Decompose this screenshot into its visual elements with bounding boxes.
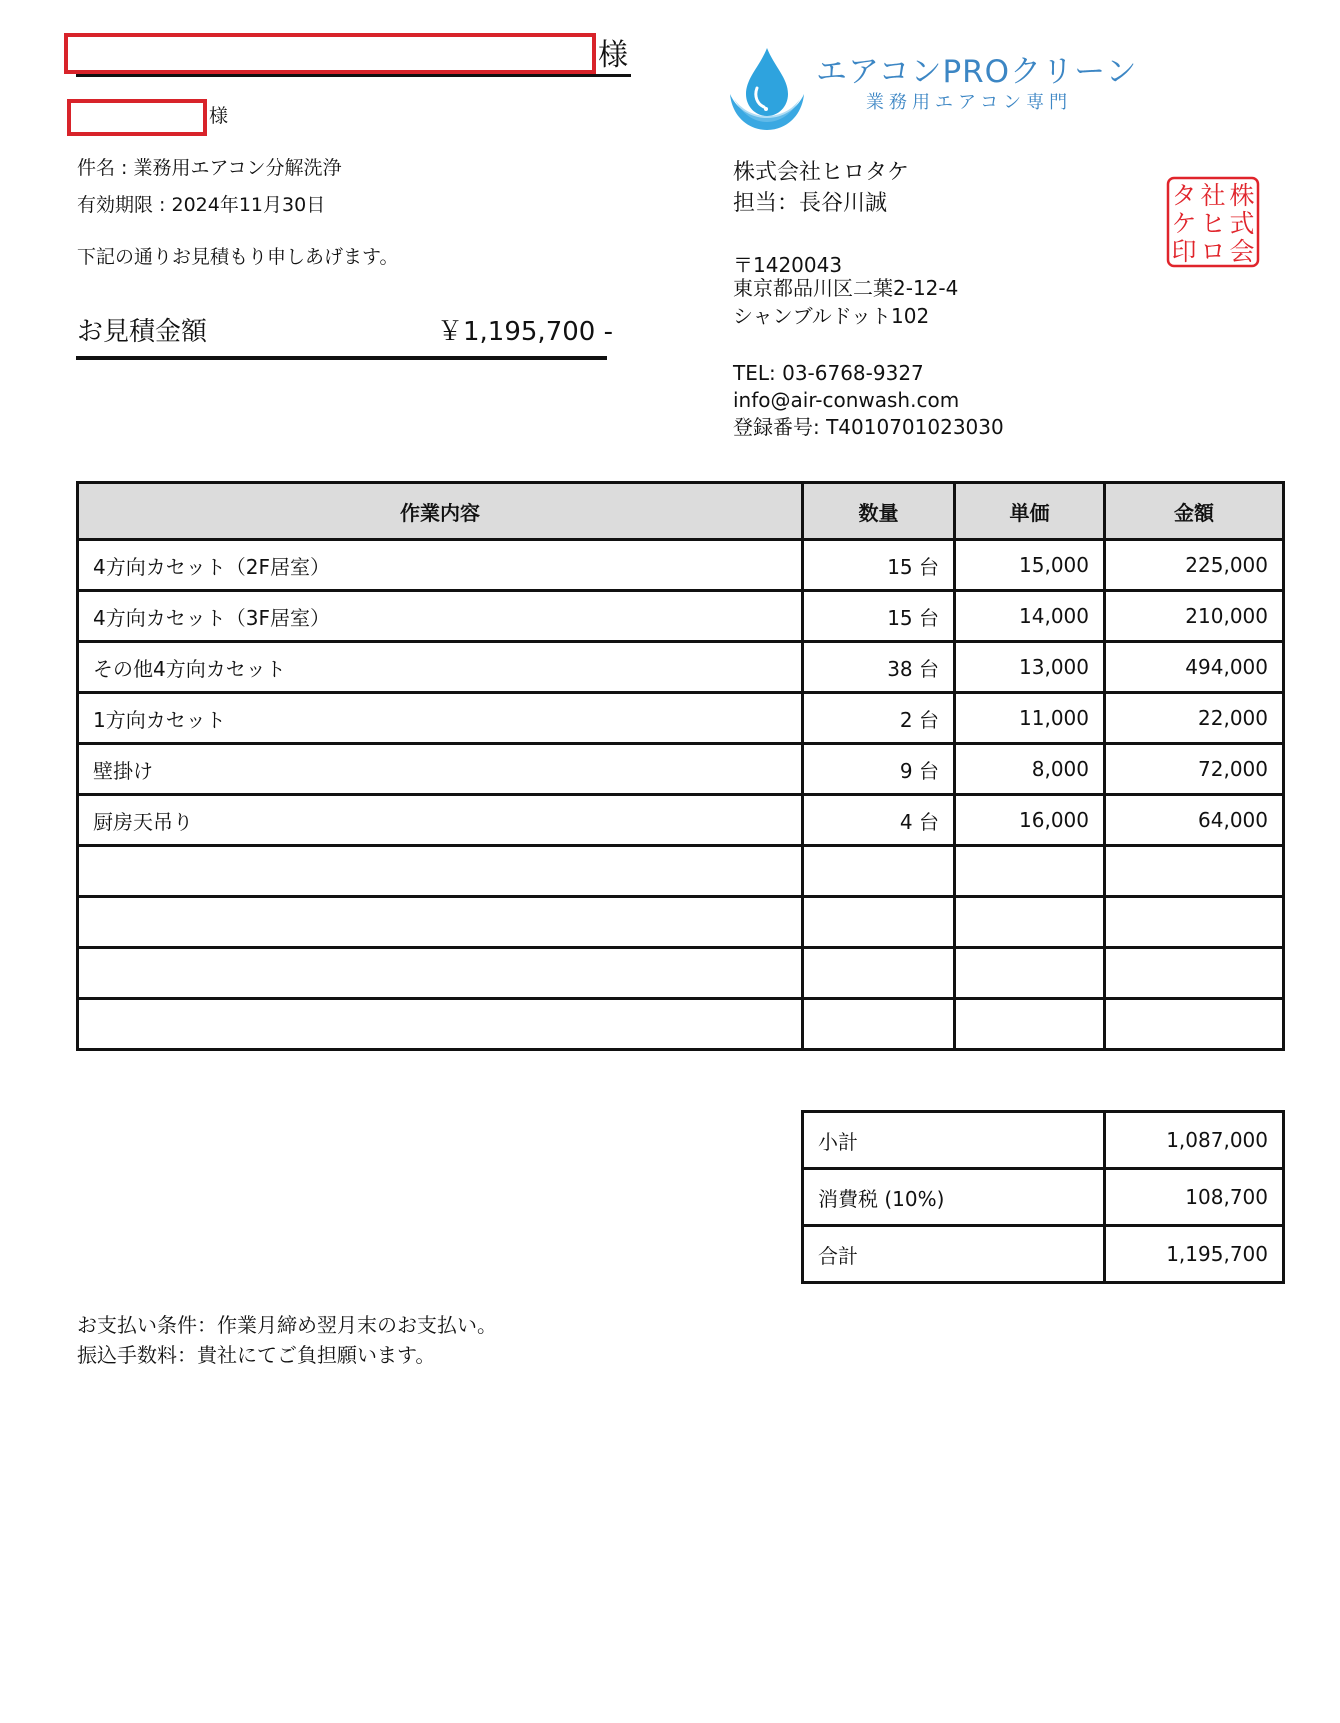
row-quantity [803, 948, 955, 999]
items-table [76, 481, 1285, 1051]
row-amount: 72,000 [1105, 744, 1284, 795]
company-contact: 担当：長谷川誠 [733, 191, 888, 216]
stamp-character: タ [1171, 181, 1197, 210]
row-amount: 22,000 [1105, 693, 1284, 744]
table-row [78, 540, 1284, 591]
tax-row [803, 1169, 1284, 1226]
subtotal-row [803, 1112, 1284, 1169]
table-row [78, 795, 1284, 846]
table-row [78, 846, 1284, 897]
header-unit-price: 単価 [955, 483, 1105, 540]
logo-subtitle: 業務用エアコン専門 [866, 92, 1073, 113]
tax-value: 108,700 [1105, 1169, 1284, 1226]
logo-title: エアコンPROクリーン [816, 54, 1138, 90]
row-quantity [803, 999, 955, 1050]
stamp-character: 会 [1229, 237, 1255, 266]
table-row [78, 897, 1284, 948]
row-quantity: 15 台 [803, 540, 955, 591]
stamp-character: ヒ [1200, 209, 1226, 238]
company-email[interactable]: info@air-conwash.com [733, 388, 960, 412]
subtotal-value: 1,087,000 [1105, 1112, 1284, 1169]
row-description: 厨房天吊り [78, 795, 803, 846]
stamp-character: ケ [1171, 209, 1197, 238]
row-unit-price: 13,000 [955, 642, 1105, 693]
stamp-character: 社 [1200, 181, 1226, 210]
payment-terms: お支払い条件：作業月締め翌月末のお支払い。 [77, 1313, 497, 1337]
stamp-character: ロ [1200, 237, 1226, 266]
company-postal-code: 〒1420043 [733, 253, 843, 277]
row-unit-price: 8,000 [955, 744, 1105, 795]
row-quantity: 9 台 [803, 744, 955, 795]
row-unit-price: 14,000 [955, 591, 1105, 642]
recipient-company-honorific: 様 [598, 38, 628, 73]
stamp-character: 株 [1229, 181, 1255, 210]
row-unit-price [955, 846, 1105, 897]
company-seal-stamp-icon [1166, 176, 1260, 268]
row-amount: 225,000 [1105, 540, 1284, 591]
total-value: 1,195,700 [1105, 1226, 1284, 1283]
row-description [78, 999, 803, 1050]
stamp-character: 印 [1171, 237, 1197, 266]
row-description [78, 897, 803, 948]
header-quantity: 数量 [803, 483, 955, 540]
recipient-underline [76, 74, 631, 77]
tax-label: 消費税 (10%) [803, 1169, 1105, 1226]
water-drop-icon [726, 44, 808, 132]
row-unit-price [955, 948, 1105, 999]
row-unit-price [955, 999, 1105, 1050]
estimate-label: お見積金額 [77, 317, 208, 347]
row-unit-price: 16,000 [955, 795, 1105, 846]
row-quantity [803, 846, 955, 897]
header-description: 作業内容 [78, 483, 803, 540]
row-description: 1方向カセット [78, 693, 803, 744]
estimate-amount: ￥1,195,700 - [437, 317, 613, 347]
company-name: 株式会社ヒロタケ [733, 160, 910, 185]
row-amount: 494,000 [1105, 642, 1284, 693]
row-unit-price: 11,000 [955, 693, 1105, 744]
recipient-company-redacted [64, 33, 596, 74]
company-registration-number: 登録番号: T4010701023030 [733, 415, 1004, 439]
row-quantity: 38 台 [803, 642, 955, 693]
recipient-person-honorific: 様 [209, 105, 229, 127]
company-address-line-1: 東京都品川区二葉2-12-4 [733, 276, 959, 300]
table-row [78, 999, 1284, 1050]
row-amount: 210,000 [1105, 591, 1284, 642]
row-description: その他4方向カセット [78, 642, 803, 693]
total-row [803, 1226, 1284, 1283]
recipient-person-redacted [67, 99, 207, 136]
row-quantity: 2 台 [803, 693, 955, 744]
row-amount [1105, 846, 1284, 897]
table-row [78, 591, 1284, 642]
quote-greeting: 下記の通りお見積もり申しあげます。 [77, 246, 399, 268]
row-amount [1105, 948, 1284, 999]
row-amount: 64,000 [1105, 795, 1284, 846]
row-description: 壁掛け [78, 744, 803, 795]
transfer-fee-note: 振込手数料：貴社にてご負担願います。 [77, 1343, 436, 1367]
row-description: 4方向カセット（2F居室） [78, 540, 803, 591]
header-amount: 金額 [1105, 483, 1284, 540]
estimate-underline [76, 356, 607, 360]
quote-expiry: 有効期限 : 2024年11月30日 [77, 194, 326, 216]
row-quantity: 15 台 [803, 591, 955, 642]
table-row [78, 744, 1284, 795]
company-address-line-2: シャンブルドット102 [733, 304, 930, 328]
summary-table [801, 1110, 1285, 1284]
row-description: 4方向カセット（3F居室） [78, 591, 803, 642]
table-row [78, 948, 1284, 999]
row-quantity [803, 897, 955, 948]
row-unit-price: 15,000 [955, 540, 1105, 591]
row-unit-price [955, 897, 1105, 948]
row-quantity: 4 台 [803, 795, 955, 846]
row-description [78, 948, 803, 999]
total-label: 合計 [803, 1226, 1105, 1283]
company-tel: TEL: 03-6768-9327 [733, 361, 924, 385]
table-header-row [78, 483, 1284, 540]
table-row [78, 693, 1284, 744]
row-amount [1105, 999, 1284, 1050]
row-amount [1105, 897, 1284, 948]
stamp-character: 式 [1229, 209, 1255, 238]
row-description [78, 846, 803, 897]
quote-subject: 件名 : 業務用エアコン分解洗浄 [77, 157, 342, 179]
subtotal-label: 小計 [803, 1112, 1105, 1169]
table-row [78, 642, 1284, 693]
